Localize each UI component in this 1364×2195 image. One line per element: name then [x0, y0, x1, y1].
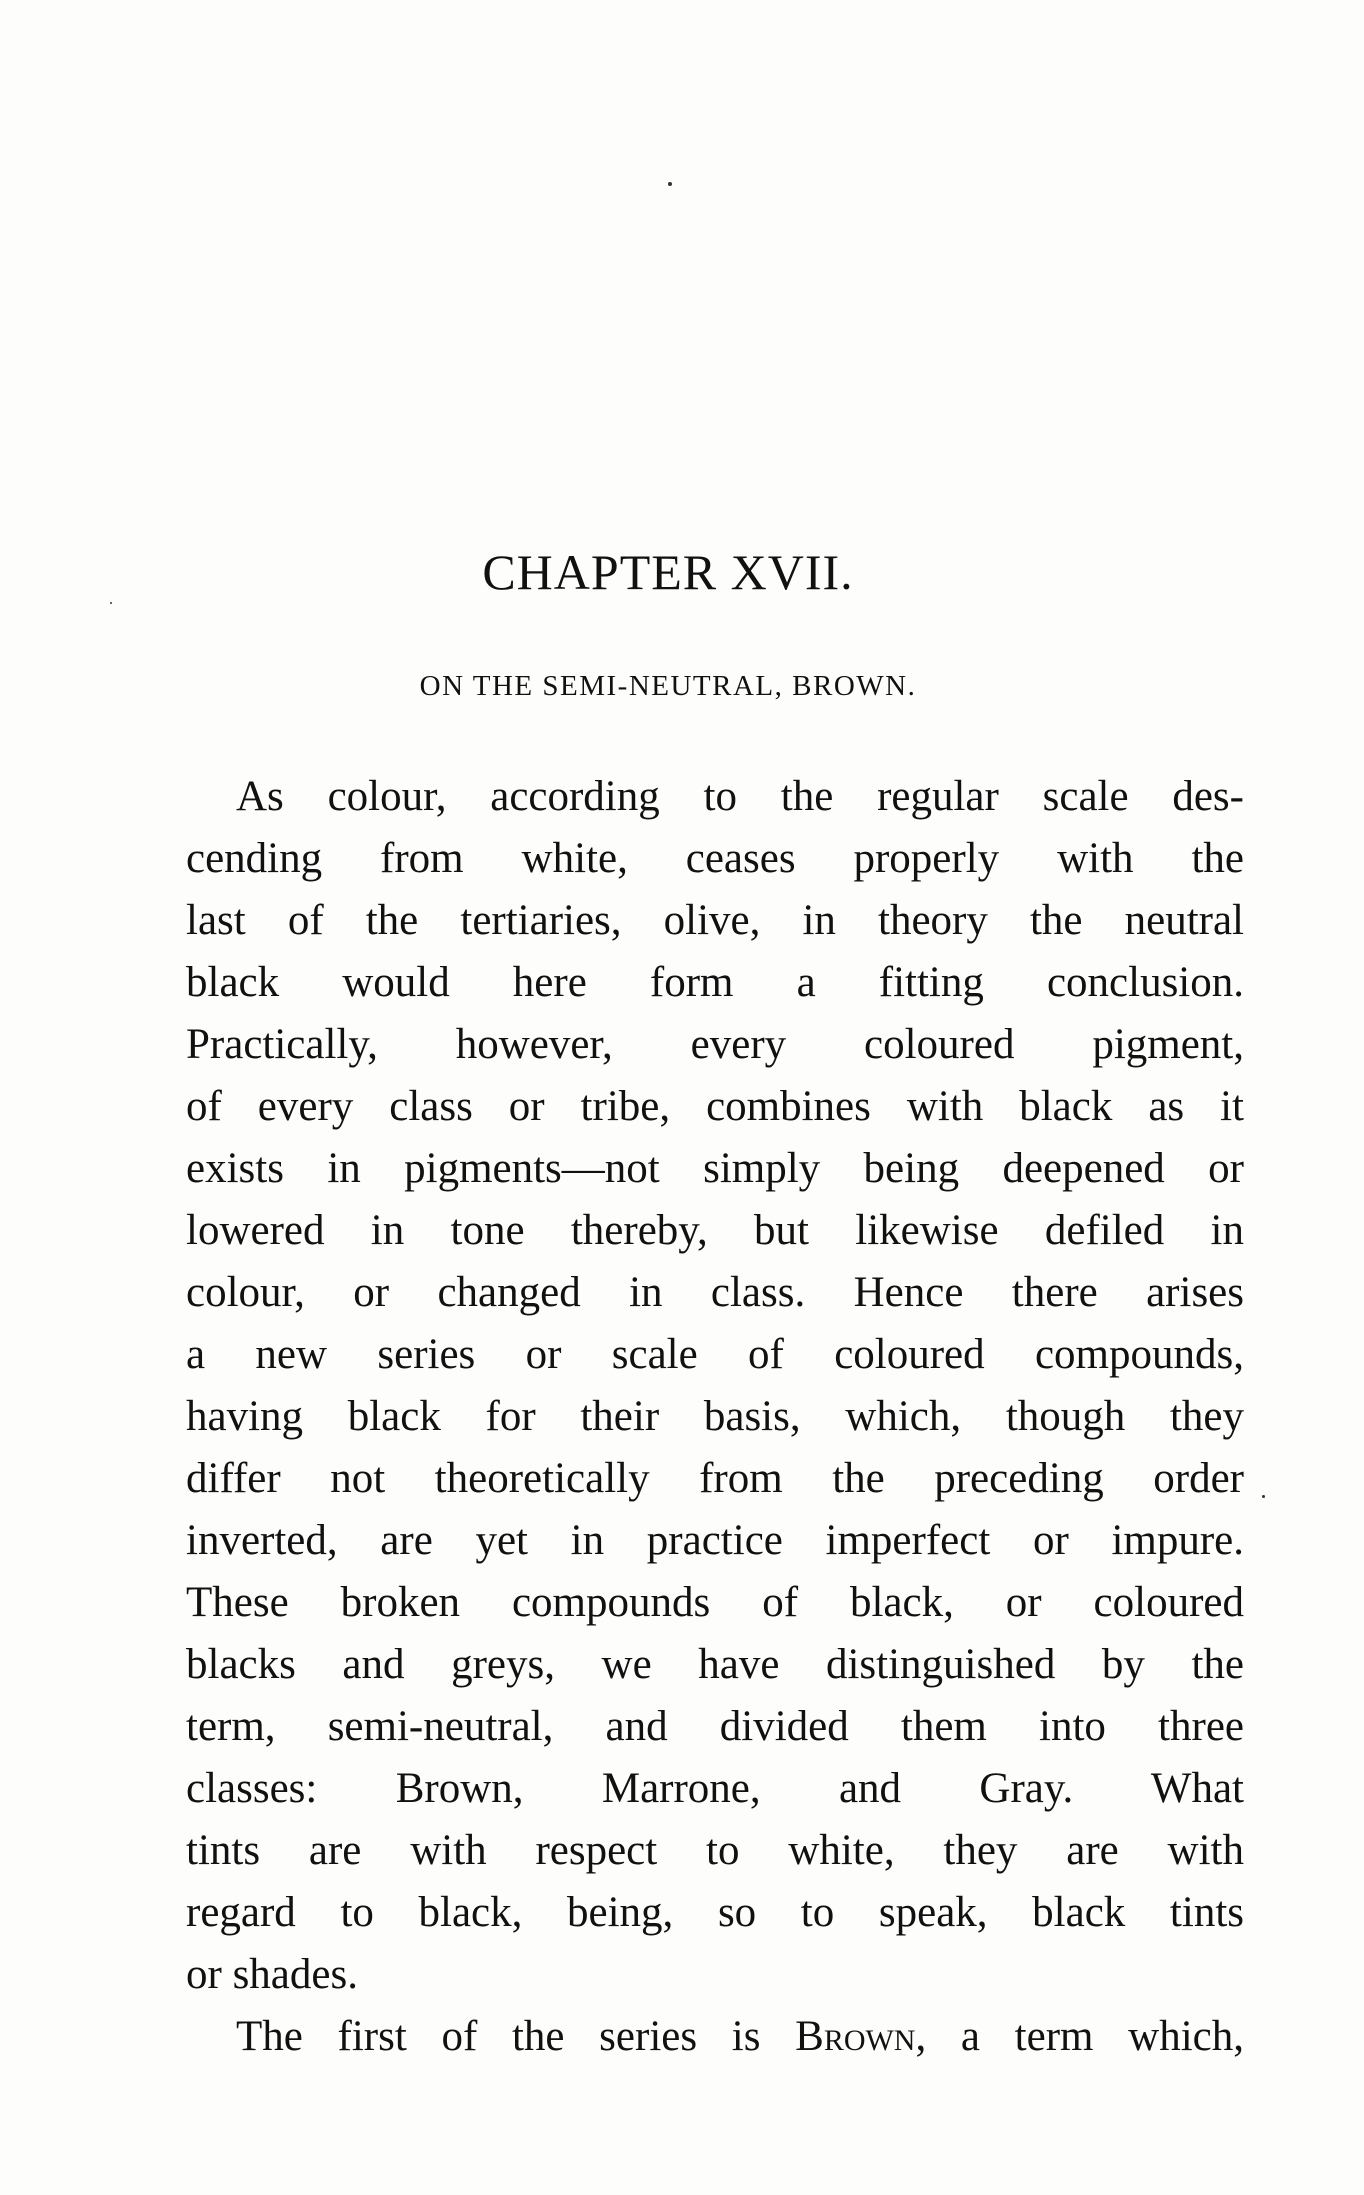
text-line: As colour, according to the regular scale des-: [236, 773, 1244, 820]
chapter-subtitle: ON THE SEMI-NEUTRAL, BROWN.: [419, 670, 917, 702]
text-line: [186, 2006, 1244, 2068]
text-line: last of the tertiaries, olive, in theory the neutral: [186, 897, 1244, 944]
text-line: classes: Brown, Marrone, and Gray. What: [186, 1765, 1244, 1812]
print-speck: [110, 602, 112, 604]
text-line: having black for their basis, which, though they: [186, 1393, 1244, 1440]
text-fragment: , a term which,: [915, 2013, 1244, 2060]
chapter-title: CHAPTER XVII.: [482, 544, 854, 600]
text-line: blacks and greys, we have distinguished by the: [186, 1641, 1244, 1688]
text-line: cending from white, ceases properly with the: [186, 835, 1244, 882]
text-line: Practically, however, every coloured pigment,: [186, 1021, 1244, 1068]
text-line: lowered in tone thereby, but likewise defiled in: [186, 1207, 1244, 1254]
text-line: a new series or scale of coloured compounds,: [186, 1331, 1244, 1378]
text-line: colour, or changed in class. Hence there arises: [186, 1269, 1244, 1316]
body-text: [186, 766, 1244, 2068]
text-line: or shades.: [186, 1951, 358, 1998]
print-speck: [1262, 1495, 1265, 1498]
print-speck: [668, 182, 672, 186]
text-line: regard to black, being, so to speak, black tints: [186, 1889, 1244, 1936]
text-line: differ not theoretically from the preceding order: [186, 1455, 1244, 1502]
text-line: of every class or tribe, combines with black as it: [186, 1083, 1244, 1130]
text-line: These broken compounds of black, or coloured: [186, 1579, 1244, 1626]
text-line: tints are with respect to white, they are with: [186, 1827, 1244, 1874]
text-line: exists in pigments—not simply being deepened or: [186, 1145, 1244, 1192]
text-line: inverted, are yet in practice imperfect or impure.: [186, 1517, 1244, 1564]
text-line: term, semi-neutral, and divided them into three: [186, 1703, 1244, 1750]
text-fragment: The first of the series is: [236, 2013, 796, 2060]
text-line: black would here form a fitting conclusion.: [186, 959, 1244, 1006]
term-brown: Brown: [795, 2013, 916, 2060]
